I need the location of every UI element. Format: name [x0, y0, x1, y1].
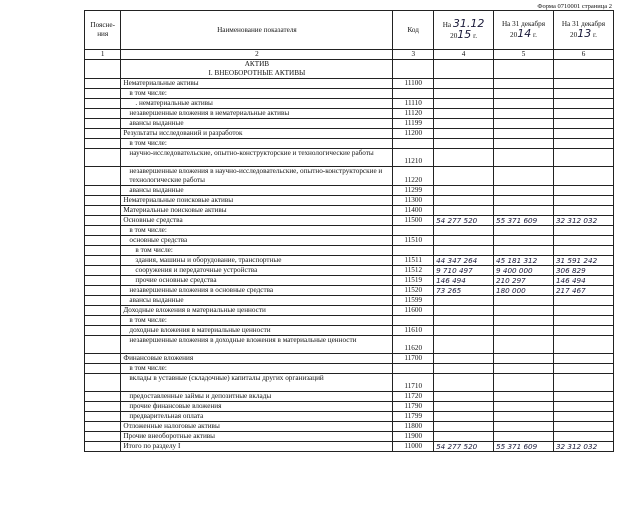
row-code: 11500	[393, 216, 434, 226]
explanation-cell	[85, 149, 121, 167]
section-title	[121, 60, 393, 79]
table-row	[85, 306, 614, 316]
row-code: 11000	[393, 442, 434, 452]
explanation-cell	[85, 206, 121, 216]
table-row	[85, 149, 614, 167]
indicator-name: основные средства	[121, 236, 393, 246]
table-row	[85, 286, 614, 296]
value-2013	[553, 89, 613, 99]
indicator-name: сооружения и передаточные устройства	[121, 266, 393, 276]
explanation-cell	[85, 432, 121, 442]
indicator-name: научно-исследовательские, опытно-конструкторские и технологические работы	[121, 149, 393, 167]
value-2013	[553, 246, 613, 256]
table-row	[85, 354, 614, 364]
explanation-cell	[85, 442, 121, 452]
row-code: 11720	[393, 392, 434, 402]
explanation-cell	[85, 374, 121, 392]
explanation-cell	[85, 336, 121, 354]
table-row	[85, 326, 614, 336]
header-date-1: На 31.12 2015 г.	[434, 11, 494, 50]
column-number: 3	[393, 50, 434, 60]
indicator-name: незавершенные вложения в основные средства	[121, 286, 393, 296]
table-row	[85, 246, 614, 256]
value-2014: 55 371 609	[494, 442, 554, 452]
value-2014	[494, 336, 554, 354]
value-2015: 54 277 520	[434, 442, 494, 452]
value-2014	[494, 422, 554, 432]
value-2013	[553, 296, 613, 306]
value-2015	[434, 79, 494, 89]
value-2014	[494, 226, 554, 236]
table-row	[85, 109, 614, 119]
value-2014	[494, 236, 554, 246]
value-2013	[553, 139, 613, 149]
explanation-cell	[85, 236, 121, 246]
row-code: 11620	[393, 336, 434, 354]
value-2015	[434, 374, 494, 392]
value-2014	[494, 432, 554, 442]
indicator-name: незавершенные вложения в научно-исследовательские, опытно-конструкторские и технологические работы	[121, 167, 393, 186]
value-2013	[553, 206, 613, 216]
value-2013	[553, 119, 613, 129]
indicator-name: незавершенные вложения в доходные вложения в материальные ценности	[121, 336, 393, 354]
value-2014	[494, 246, 554, 256]
value-2013: 217 467	[553, 286, 613, 296]
value-2015	[434, 402, 494, 412]
table-row	[85, 139, 614, 149]
explanation-cell	[85, 296, 121, 306]
value-2013	[553, 226, 613, 236]
indicator-name: в том числе:	[121, 364, 393, 374]
row-code: 11700	[393, 354, 434, 364]
value-2014: 180 000	[494, 286, 554, 296]
explanation-cell	[85, 364, 121, 374]
value-2014	[494, 186, 554, 196]
table-row	[85, 206, 614, 216]
value-2014	[494, 129, 554, 139]
indicator-name: Отложенные налоговые активы	[121, 422, 393, 432]
table-row	[85, 79, 614, 89]
value-2013	[553, 167, 613, 186]
section-blank	[434, 60, 494, 79]
indicator-name: доходные вложения в материальные ценности	[121, 326, 393, 336]
row-code: 11511	[393, 256, 434, 266]
row-code	[393, 89, 434, 99]
table-row	[85, 402, 614, 412]
row-code: 11800	[393, 422, 434, 432]
explanation-cell	[85, 119, 121, 129]
value-2013: 146 494	[553, 276, 613, 286]
column-number: 2	[121, 50, 393, 60]
explanation-cell	[85, 326, 121, 336]
header-explanation: Поясне-ния	[85, 11, 121, 50]
value-2015: 9 710 497	[434, 266, 494, 276]
indicator-name: в том числе:	[121, 226, 393, 236]
indicator-name: прочие основные средства	[121, 276, 393, 286]
value-2014	[494, 206, 554, 216]
row-code: 11210	[393, 149, 434, 167]
explanation-cell	[85, 412, 121, 422]
value-2014	[494, 412, 554, 422]
value-2013	[553, 374, 613, 392]
value-2013	[553, 432, 613, 442]
value-2015	[434, 139, 494, 149]
header-date-2: На 31 декабря 2014 г.	[494, 11, 554, 50]
column-number: 4	[434, 50, 494, 60]
value-2013: 306 829	[553, 266, 613, 276]
explanation-cell	[85, 402, 121, 412]
explanation-cell	[85, 186, 121, 196]
value-2015	[434, 412, 494, 422]
value-2015	[434, 392, 494, 402]
row-code: 11300	[393, 196, 434, 206]
indicator-name: авансы выданные	[121, 296, 393, 306]
indicator-name: Основные средства	[121, 216, 393, 226]
value-2014	[494, 402, 554, 412]
table-row	[85, 296, 614, 306]
indicator-name: в том числе:	[121, 89, 393, 99]
section-title-row	[85, 60, 614, 79]
row-code: 11199	[393, 119, 434, 129]
value-2015	[434, 364, 494, 374]
section-blank	[494, 60, 554, 79]
value-2013	[553, 236, 613, 246]
value-2014: 55 371 609	[494, 216, 554, 226]
value-2015	[434, 186, 494, 196]
value-2013	[553, 412, 613, 422]
table-body	[85, 79, 614, 452]
value-2014	[494, 109, 554, 119]
value-2015	[434, 236, 494, 246]
indicator-name: авансы выданные	[121, 186, 393, 196]
section-blank	[393, 60, 434, 79]
table-row	[85, 432, 614, 442]
row-code: 11299	[393, 186, 434, 196]
value-2013: 31 591 242	[553, 256, 613, 266]
indicator-name: незавершенные вложения в нематериальные активы	[121, 109, 393, 119]
table-row	[85, 276, 614, 286]
value-2015	[434, 149, 494, 167]
row-code: 11200	[393, 129, 434, 139]
value-2015	[434, 109, 494, 119]
value-2013	[553, 129, 613, 139]
value-2013	[553, 316, 613, 326]
header-code: Код	[393, 11, 434, 50]
indicator-name: в том числе:	[121, 246, 393, 256]
value-2013	[553, 392, 613, 402]
row-code: 11512	[393, 266, 434, 276]
explanation-cell	[85, 216, 121, 226]
row-code: 11600	[393, 306, 434, 316]
value-2013	[553, 364, 613, 374]
row-code: 11790	[393, 402, 434, 412]
value-2014	[494, 392, 554, 402]
value-2013	[553, 326, 613, 336]
value-2015: 73 265	[434, 286, 494, 296]
value-2014	[494, 354, 554, 364]
value-2013	[553, 196, 613, 206]
value-2013	[553, 336, 613, 354]
table-row	[85, 129, 614, 139]
value-2014	[494, 79, 554, 89]
indicator-name: в том числе:	[121, 139, 393, 149]
row-code: 11519	[393, 276, 434, 286]
value-2015	[434, 167, 494, 186]
explanation-cell	[85, 354, 121, 364]
value-2015	[434, 354, 494, 364]
row-code: 11900	[393, 432, 434, 442]
table-row	[85, 119, 614, 129]
table-row	[85, 167, 614, 186]
value-2014: 210 297	[494, 276, 554, 286]
balance-sheet-table	[84, 10, 614, 452]
explanation-cell	[85, 306, 121, 316]
explanation-cell	[85, 167, 121, 186]
column-number-row	[85, 50, 614, 60]
table-row	[85, 392, 614, 402]
section-title-text: АКТИВ	[244, 60, 270, 68]
row-code: 11520	[393, 286, 434, 296]
row-code: 11100	[393, 79, 434, 89]
row-code: 11110	[393, 99, 434, 109]
value-2014	[494, 196, 554, 206]
value-2015: 44 347 264	[434, 256, 494, 266]
row-code: 11710	[393, 374, 434, 392]
row-code	[393, 246, 434, 256]
value-2014	[494, 99, 554, 109]
value-2013	[553, 422, 613, 432]
value-2015	[434, 206, 494, 216]
value-2015	[434, 316, 494, 326]
indicator-name: Результаты исследований и разработок	[121, 129, 393, 139]
value-2015: 146 494	[434, 276, 494, 286]
row-code	[393, 139, 434, 149]
value-2015	[434, 196, 494, 206]
column-number: 6	[553, 50, 613, 60]
explanation-cell	[85, 316, 121, 326]
row-code: 11510	[393, 236, 434, 246]
indicator-name: в том числе:	[121, 316, 393, 326]
value-2014	[494, 167, 554, 186]
row-code: 11599	[393, 296, 434, 306]
table-row	[85, 336, 614, 354]
value-2015	[434, 336, 494, 354]
value-2015	[434, 296, 494, 306]
explanation-cell	[85, 392, 121, 402]
value-2013	[553, 79, 613, 89]
value-2015	[434, 422, 494, 432]
explanation-cell	[85, 276, 121, 286]
row-code: 11220	[393, 167, 434, 186]
row-code: 11400	[393, 206, 434, 216]
table-row	[85, 236, 614, 246]
section-blank	[85, 60, 121, 79]
table-row	[85, 364, 614, 374]
form-label: Форма 0710001 страница 2	[537, 3, 612, 10]
explanation-cell	[85, 422, 121, 432]
indicator-name: прочие финансовые вложения	[121, 402, 393, 412]
value-2014	[494, 326, 554, 336]
value-2014	[494, 364, 554, 374]
value-2013	[553, 186, 613, 196]
table-row	[85, 196, 614, 206]
row-code	[393, 364, 434, 374]
indicator-name: вклады в уставные (складочные) капиталы других организаций	[121, 374, 393, 392]
indicator-name: здания, машины и оборудование, транспортные	[121, 256, 393, 266]
value-2015	[434, 99, 494, 109]
explanation-cell	[85, 89, 121, 99]
explanation-cell	[85, 99, 121, 109]
table-row	[85, 216, 614, 226]
indicator-name: Итого по разделу I	[121, 442, 393, 452]
row-code: 11610	[393, 326, 434, 336]
value-2014	[494, 374, 554, 392]
explanation-cell	[85, 246, 121, 256]
value-2014	[494, 316, 554, 326]
value-2014	[494, 306, 554, 316]
value-2013	[553, 306, 613, 316]
value-2015	[434, 326, 494, 336]
table-row	[85, 266, 614, 276]
explanation-cell	[85, 286, 121, 296]
explanation-cell	[85, 79, 121, 89]
column-number: 1	[85, 50, 121, 60]
header-date-3: На 31 декабря 2013 г.	[553, 11, 613, 50]
table-row	[85, 99, 614, 109]
value-2014	[494, 89, 554, 99]
table-row	[85, 374, 614, 392]
value-2014: 45 181 312	[494, 256, 554, 266]
explanation-cell	[85, 266, 121, 276]
indicator-name: Прочие внеоборотные активы	[121, 432, 393, 442]
row-code	[393, 316, 434, 326]
value-2013	[553, 149, 613, 167]
value-2013	[553, 109, 613, 119]
table-row	[85, 316, 614, 326]
indicator-name: предварительная оплата	[121, 412, 393, 422]
row-code	[393, 226, 434, 236]
explanation-cell	[85, 256, 121, 266]
value-2015	[434, 119, 494, 129]
value-2013	[553, 99, 613, 109]
row-code: 11120	[393, 109, 434, 119]
indicator-name: Материальные поисковые активы	[121, 206, 393, 216]
row-code: 11799	[393, 412, 434, 422]
value-2014	[494, 139, 554, 149]
explanation-cell	[85, 129, 121, 139]
value-2013: 32 312 032	[553, 442, 613, 452]
section-blank	[553, 60, 613, 79]
table-row	[85, 226, 614, 236]
column-number: 5	[494, 50, 554, 60]
table-row	[85, 442, 614, 452]
table-row	[85, 186, 614, 196]
value-2015	[434, 306, 494, 316]
value-2014	[494, 119, 554, 129]
explanation-cell	[85, 139, 121, 149]
section-subtitle-text: I. ВНЕОБОРОТНЫЕ АКТИВЫ	[208, 69, 306, 77]
indicator-name: Финансовые вложения	[121, 354, 393, 364]
table-row	[85, 422, 614, 432]
indicator-name: Нематериальные поисковые активы	[121, 196, 393, 206]
value-2015	[434, 432, 494, 442]
value-2015	[434, 129, 494, 139]
value-2014: 9 400 000	[494, 266, 554, 276]
value-2014	[494, 296, 554, 306]
indicator-name: Нематериальные активы	[121, 79, 393, 89]
indicator-name: авансы выданные	[121, 119, 393, 129]
value-2013	[553, 402, 613, 412]
indicator-name: предоставленные займы и депозитные вклады	[121, 392, 393, 402]
header-name: Наименование показателя	[121, 11, 393, 50]
indicator-name: . нематериальные активы	[121, 99, 393, 109]
table-row	[85, 412, 614, 422]
indicator-name: Доходные вложения в материальные ценности	[121, 306, 393, 316]
value-2013: 32 312 032	[553, 216, 613, 226]
value-2015	[434, 226, 494, 236]
table-row	[85, 89, 614, 99]
explanation-cell	[85, 226, 121, 236]
value-2015	[434, 246, 494, 256]
value-2015	[434, 89, 494, 99]
explanation-cell	[85, 196, 121, 206]
header-row	[85, 11, 614, 50]
value-2014	[494, 149, 554, 167]
explanation-cell	[85, 109, 121, 119]
value-2015: 54 277 520	[434, 216, 494, 226]
table-row	[85, 256, 614, 266]
value-2013	[553, 354, 613, 364]
